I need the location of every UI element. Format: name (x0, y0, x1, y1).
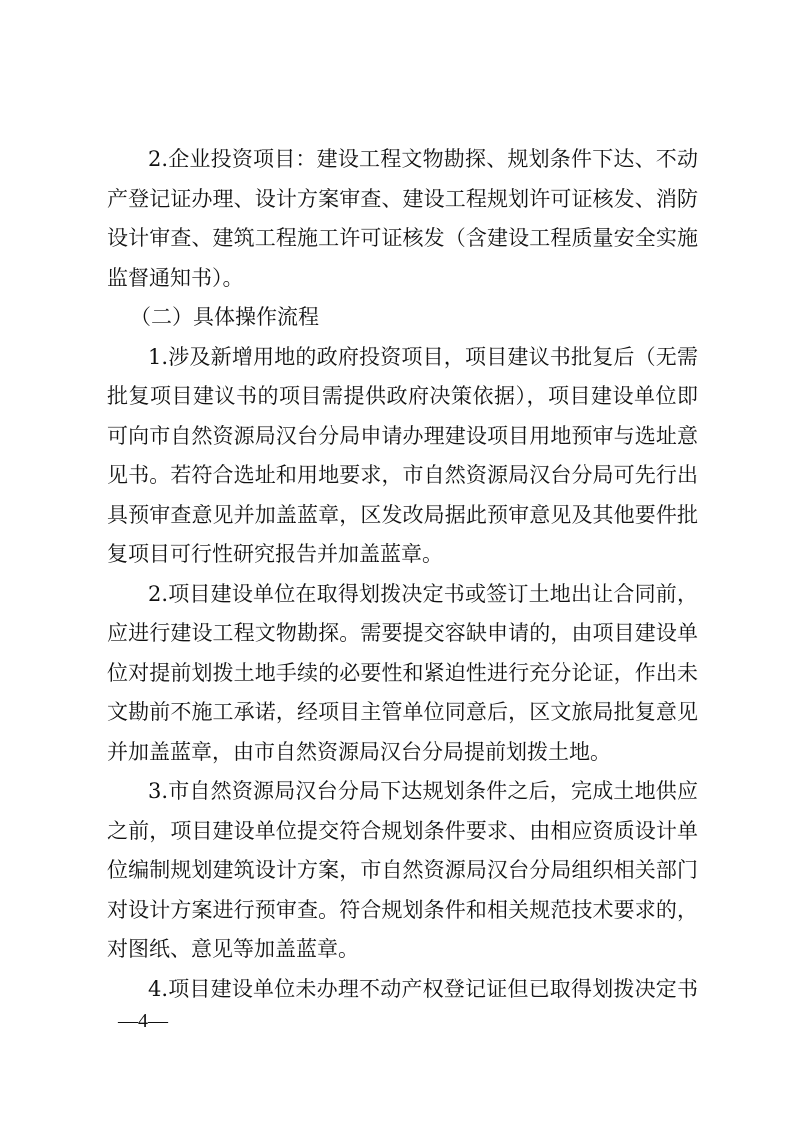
text-line: 并加盖蓝章，由市自然资源局汉台分局提前划拨土地。 (107, 739, 611, 764)
section-heading: （二）具体操作流程 (130, 305, 319, 329)
text-line: 4.项目建设单位未办理不动产权登记证但已取得划拨决定书 (148, 976, 698, 1001)
text-line: 2.项目建设单位在取得划拨决定书或签订土地出让合同前， (148, 581, 698, 606)
paragraph (107, 140, 698, 298)
text-line: 位编制规划建筑设计方案，市自然资源局汉台分局组织相关部门 (107, 858, 698, 882)
paragraph (107, 970, 698, 1010)
text-line: 具预审查意见并加盖蓝章，区发改局据此预审意见及其他要件批 (107, 502, 698, 527)
text-line: 应进行建设工程文物勘探。需要提交容缺申请的，由项目建设单 (107, 621, 698, 645)
page-number: —4— (118, 1010, 168, 1032)
text-line: 之前，项目建设单位提交符合规划条件要求、由相应资质设计单 (107, 818, 698, 843)
text-line: 见书。若符合选址和用地要求，市自然资源局汉台分局可先行出 (107, 463, 698, 487)
text-line: 产登记证办理、设计方案审查、建设工程规划许可证核发、消防 (107, 186, 698, 211)
paragraph (107, 772, 698, 970)
text-line: 监督通知书）。 (107, 265, 244, 290)
paragraph (107, 338, 698, 575)
document-body (107, 140, 698, 1009)
text-line: 对图纸、意见等加盖蓝章。 (107, 937, 359, 961)
text-line: 对设计方案进行预审查。符合规划条件和相关规范技术要求的， (107, 897, 698, 922)
text-line: 位对提前划拨土地手续的必要性和紧迫性进行充分论证，作出未 (107, 660, 698, 685)
paragraph (107, 575, 698, 773)
text-line: 3.市自然资源局汉台分局下达规划条件之后，完成土地供应 (148, 779, 698, 803)
text-line: 文勘前不施工承诺，经项目主管单位同意后，区文旅局批复意见 (107, 700, 698, 724)
text-line: 复项目可行性研究报告并加盖蓝章。 (107, 542, 443, 566)
text-line: 设计审查、建筑工程施工许可证核发（含建设工程质量安全实施 (107, 226, 698, 250)
text-line: 批复项目建议书的项目需提供政府决策依据），项目建设单位即 (107, 384, 698, 408)
text-line: 1.涉及新增用地的政府投资项目，项目建议书批复后（无需 (148, 344, 698, 369)
text-line: 可向市自然资源局汉台分局申请办理建设项目用地预审与选址意 (107, 423, 698, 448)
text-line: 2.企业投资项目：建设工程文物勘探、规划条件下达、不动 (148, 147, 698, 171)
